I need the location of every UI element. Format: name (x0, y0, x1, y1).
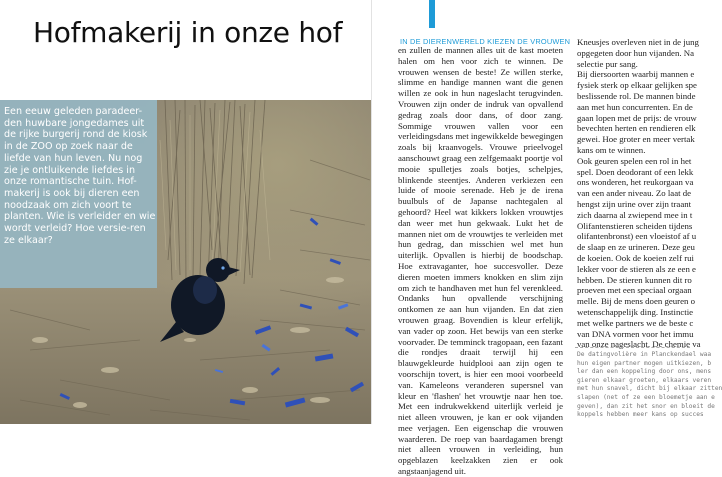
column-2-line: van onze nageslacht. De chemie va (577, 339, 701, 350)
column-2-line: bevechten herten en rendieren elk (577, 123, 696, 134)
accent-bar (429, 0, 435, 28)
column-2-line: Bij diersoorten waarbij mannen e (577, 69, 695, 80)
column-2-line: hengst zijn urine over zijn traant (577, 198, 692, 209)
column-2-line: olifantenbronst) een vloeistof af u (577, 231, 697, 242)
column-2-line: Olifantenstieren scheiden tijdens (577, 220, 693, 231)
column-2-line: kans om te winnen. (577, 144, 646, 155)
column-2-line: melle. Bij de mens doen geuren o (577, 296, 695, 307)
column-2-line: de koeien. Ook de koeien zelf rui (577, 252, 695, 263)
column-2-line: met welke partners we de beste c (577, 317, 694, 328)
caption-line: met hun snavel, dicht bij elkaar zitten (577, 385, 722, 393)
column-2-line: hebben. De stieren kunnen dit ro (577, 274, 692, 285)
column-2-line: proeven met een speciaal orgaan (577, 285, 692, 296)
caption-line: De datingvolière in Planckendael waa (577, 351, 712, 358)
photo-caption (577, 351, 722, 424)
column-2-line: opgegeten door hun vijanden. Na (577, 47, 695, 58)
intro-text: Een eeuw geleden paradeer-den huwbare jongedames uit de rijke burgerij rond de kiosk in de ZOO op zoek naar de liefde van hun leven. Nu nog zie je ontluikende liefdes in onze romantische tuin. Hof-makerij is ook bij dieren een noodzaak om zich voort te planten. Wie is verleider en wie wordt verleid? Hoe versie-ren ze elkaar? (4, 106, 156, 246)
article-title: Hofmakerij in onze hof (33, 16, 343, 49)
body-column-2 (577, 37, 701, 350)
column-2-line: spel. Doen deodorant of een lekk (577, 166, 694, 177)
column-2-line: lekker voor de stieren als ze een e (577, 263, 696, 274)
column-2-line: de slaap en ze urineren. Deze geu (577, 242, 695, 253)
caption-line: koppels hebben meer kans op succes (577, 411, 704, 419)
column-2-line: Kneusjes overleven niet in de jung (577, 37, 699, 47)
column-2-line: van een ander niveau. Zo laat de (577, 188, 692, 199)
column-2-line: gaan lopen met de prijs: de vrouw (577, 112, 697, 123)
caption-line: slapen (net of ze een bloemetje aan e (577, 393, 715, 401)
caption-line: gieren elkaar groeten, elkaars veren (577, 376, 712, 384)
body-column-1: en zullen de mannen alles uit de kast moeten halen om hen voor zich te winnen. De vrouwen wensen de beste! Ze willen sterke, slimme en handige mannen want die genen willen ze ook in hun nageslacht terugvinden. Vrouwen zijn onder de indruk van opvallend gedrag zoals door dans, of door zang. Sommige vrouwen vallen voor een verleidingsdans met ingewikkelde bewegingen zoals bij kraanvogels. Vrouwe prieelvogel aanschouwt graag een zelfgemaakt poortje vol mooie spulletjes zoals botjes, schelpjes, blinkende steentjes. Anderen verkiezen een luide of mooie serenade. Heb je de irena buulbuls of de Japanse nachtegalen al gehoord? Heel wat kikkers lokken vrouwtjes dan weer met hun gekwaak. Lukt het de mannen niet om de vrouwtjes te verleiden met hun gedrag, dan misschien wel met hun uiterlijk. Opvallen is hierbij de boodschap. Hoe extravaganter, hoe succesvoller. Deze dieren moeten immers knokken en slim zijn om zich te handhaven met hun fel verenkleed. Ondanks hun opvallende verschijning ontkomen ze aan hun vijanden. En dat zien vrouwen graag. Bovendien is kleur erfelijk, van vader op zoon. Het bewijs van een sterke voorvader. De temminck tragopaan, een fazant die rondjes draait terwijl hij een blauwgekleurde huidplooi aan zijn ogen te voorschijn tovert, is hier een mooi voorbeeld van. Kameleons veranderen supersnel van kleur en 'flashen' het vrouwtje naar hen toe. Met een indrukwekkend uiterlijk verleid je niet alleen vrouwen, je kan er ook vijanden mee verjagen. Een eigenschap die vrouwen waarderen. De roep van baardagamen brengt niet alleen vrouwen in verleiding, hun opgeblazen keelzakken zien er ook angstaanjagend uit. (398, 45, 563, 477)
column-2-line: Ook geuren spelen een rol in het (577, 155, 692, 166)
column-2-line: wetenschappelijk ding. Instinctie (577, 306, 694, 317)
section-kicker: IN DE DIERENWERELD KIEZEN DE VROUWEN (400, 37, 571, 46)
caption-line: geven), dan zit het snor en bloeit de (577, 402, 715, 410)
column-2-line: zich daarna al zwiepend mee in t (577, 209, 693, 220)
caption-divider (575, 347, 690, 348)
caption-line: hun eigen partner mogen uitkiezen, b (577, 359, 712, 367)
column-2-line: fysiek sterk op elkaar gelijken spe (577, 80, 697, 91)
column-2-line: ons wonderen, het reukorgaan va (577, 177, 694, 188)
column-2-line: beslissende rol. De mannen binde (577, 90, 696, 101)
column-2-line: van DNA vormen voor het immu (577, 328, 694, 339)
caption-line: ler dan een koppeling door ons, mens (577, 368, 712, 376)
column-2-line: aan met hun concurrenten. En de (577, 101, 693, 112)
column-2-line: selectie pur sang. (577, 58, 638, 69)
column-2-line: gewei. Hoe groter en meer vertak (577, 134, 695, 145)
left-page (0, 0, 372, 424)
